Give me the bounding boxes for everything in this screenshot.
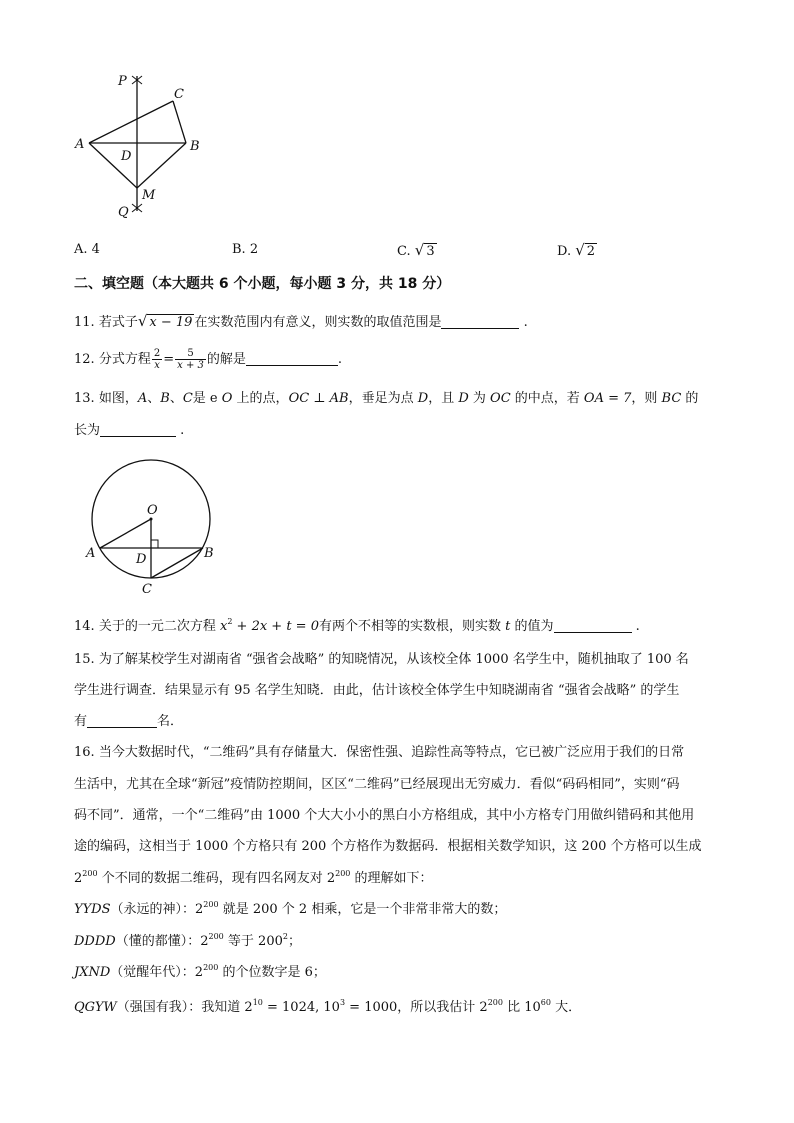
label-q: Q (118, 205, 129, 220)
right-angle-mark (151, 540, 158, 548)
question-16-line-1: 16. 当今大数据时代，“二维码”具有存储量大．保密性强、追踪性高等特点，它已被广泛应用于我们的日常 (74, 745, 685, 760)
answer-blank[interactable] (554, 618, 632, 633)
label-b: B (204, 546, 214, 561)
option-c: C. √ 3 (397, 241, 435, 259)
figure-perpendicular-bisector (70, 68, 220, 223)
option-b: B. 2 (232, 242, 259, 257)
segment-mb (137, 143, 186, 188)
question-14: 14. 关于的一元二次方程 $x^2 + 2x + t = 0$有两个不相等的实数根，则实数 t 的值为 . (74, 617, 640, 634)
answer-blank[interactable] (246, 351, 338, 366)
label-d: D (121, 149, 132, 164)
question-16-line-4: 途的编码，这相当于 1000 个方格只有 200 个方格作为数据码．根据相关数学知识，这 200 个方格可以生成 (74, 839, 702, 854)
label-m: M (142, 188, 156, 203)
option-a: A. 4 (74, 242, 100, 257)
label-o: O (147, 503, 158, 518)
segment-oa (100, 519, 151, 548)
label-p: P (118, 74, 127, 89)
opinion-jxnd: JXND（觉醒年代）：$2^{200}$ 的个位数字是 6； (74, 963, 326, 980)
figure-circle (80, 456, 225, 601)
option-d: D. √ 2 (557, 241, 596, 259)
question-16-line-5: $2^{200}$ 个不同的数据二维码，现有四名网友对 $2^{200}$ 的理解如下： (74, 869, 433, 886)
question-15-line-3: 有 名． (74, 714, 184, 729)
question-16-line-3: 码不同”．通常，一个“二维码”由 1000 个大大小小的黑白小方格组成，其中小方格专门用做纠错码和其他用 (74, 808, 695, 823)
label-b: B (190, 139, 200, 154)
answer-blank[interactable] (441, 314, 519, 329)
segment-ac (89, 101, 173, 143)
question-11: 11. 若式子√ x − 19 在实数范围内有意义，则实数的取值范围是 . (74, 312, 528, 330)
section-heading: 二、填空题（本大题共 6 个小题，每小题 3 分，共 18 分） (74, 276, 451, 292)
question-12: 12. 分式方程 $\frac{2}{x}$ = $\frac{5}{x + 3}$ 的解是 . (74, 348, 343, 371)
label-a: A (86, 546, 96, 561)
question-13-line-1: 13. 如图，A、B、C是 e O 上的点，OC ⊥ AB，垂足为点 D，且 D 为 OC 的中点，若 OA = 7，则 BC 的 (74, 391, 699, 406)
label-d: D (136, 552, 147, 567)
opinion-yyds: YYDS（永远的神）：$2^{200}$ 就是 200 个 2 相乘，它是一个非常非常大的数； (74, 900, 507, 917)
question-16-line-2: 生活中，尤其在全球“新冠”疫情防控期间，区区“二维码”已经展现出无穷威力．看似“码码相同”，实则“码 (74, 777, 680, 792)
label-c: C (174, 87, 184, 102)
question-15-line-1: 15. 为了解某校学生对湖南省 “强省会战略” 的知晓情况，从该校全体 1000 名学生中，随机抽取了 100 名 (74, 652, 689, 667)
segment-cb (173, 101, 186, 143)
opinion-qgyw: QGYW（强国有我）：我知道 $2^{10} = 1024$, $10^3 = 1000$，所以我估计 $2^{200}$ 比 $10^{60}$ 大． (74, 998, 582, 1015)
answer-blank[interactable] (87, 713, 157, 728)
question-15-line-2: 学生进行调查．结果显示有 95 名学生知晓．由此，估计该校全体学生中知晓湖南省 “强省会战略” 的学生 (74, 683, 680, 698)
label-c: C (142, 582, 152, 597)
label-a: A (75, 137, 85, 152)
segment-cb (151, 548, 203, 578)
answer-blank[interactable] (100, 422, 176, 437)
question-13-line-2: 长为 . (74, 423, 185, 438)
opinion-dddd: DDDD（懂的都懂）：$2^{200}$ 等于 $200^2$； (74, 932, 301, 949)
